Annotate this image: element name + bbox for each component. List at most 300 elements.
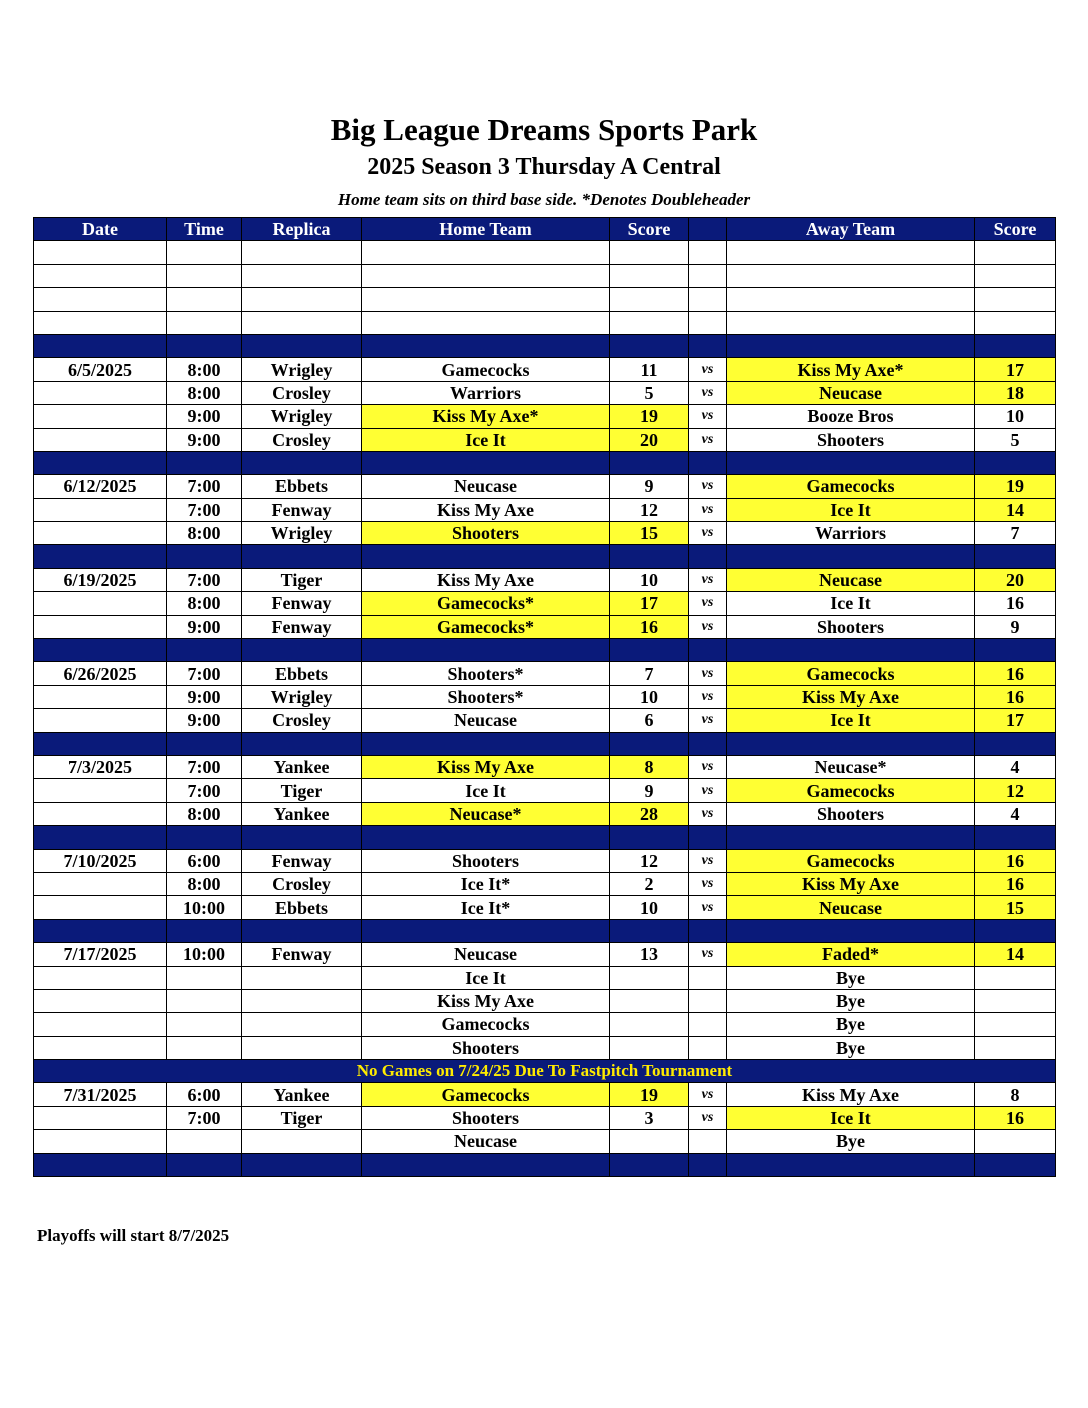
vs-cell: vs — [689, 1083, 727, 1106]
empty-cell — [362, 639, 610, 662]
empty-cell — [242, 639, 362, 662]
empty-cell — [242, 1153, 362, 1176]
time-cell — [167, 1036, 242, 1059]
empty-cell — [167, 264, 242, 287]
away-score-cell: 12 — [975, 779, 1056, 802]
page-note: Home team sits on third base side. *Denotes Doubleheader — [337, 190, 751, 209]
home-team-cell: Warriors — [362, 381, 610, 404]
away-team-cell: Ice It — [727, 709, 975, 732]
home-team-cell: Ice It — [362, 779, 610, 802]
empty-cell — [167, 288, 242, 311]
date-cell — [34, 381, 167, 404]
replica-cell: Crosley — [242, 872, 362, 895]
away-team-cell: Kiss My Axe* — [727, 358, 975, 381]
date-cell — [34, 1013, 167, 1036]
empty-cell — [689, 639, 727, 662]
away-team-cell: Neucase — [727, 896, 975, 919]
away-score-cell: 18 — [975, 381, 1056, 404]
vs-cell: vs — [689, 872, 727, 895]
blank-row — [34, 311, 1056, 334]
away-score-cell: 10 — [975, 405, 1056, 428]
col-home-team-header: Home Team — [362, 218, 610, 241]
separator-row — [34, 732, 1056, 755]
away-team-cell: Neucase — [727, 568, 975, 591]
away-team-cell: Gamecocks — [727, 662, 975, 685]
home-score-cell — [610, 989, 689, 1012]
empty-cell — [689, 264, 727, 287]
time-cell: 6:00 — [167, 849, 242, 872]
away-score-cell: 5 — [975, 428, 1056, 451]
empty-cell — [34, 826, 167, 849]
replica-cell: Yankee — [242, 755, 362, 778]
vs-cell: vs — [689, 568, 727, 591]
time-cell — [167, 1013, 242, 1036]
empty-cell — [975, 545, 1056, 568]
away-score-cell — [975, 1036, 1056, 1059]
empty-cell — [975, 288, 1056, 311]
game-row — [34, 943, 1056, 966]
empty-cell — [34, 241, 167, 264]
home-team-cell: Shooters* — [362, 685, 610, 708]
vs-cell: vs — [689, 779, 727, 802]
col-home-score-header: Score — [610, 218, 689, 241]
time-cell: 10:00 — [167, 943, 242, 966]
empty-cell — [34, 732, 167, 755]
home-team-cell: Ice It — [362, 966, 610, 989]
home-score-cell — [610, 1130, 689, 1153]
game-row — [34, 615, 1056, 638]
empty-cell — [242, 732, 362, 755]
home-score-cell — [610, 1036, 689, 1059]
time-cell: 7:00 — [167, 755, 242, 778]
date-cell — [34, 1036, 167, 1059]
home-score-cell: 7 — [610, 662, 689, 685]
replica-cell: Crosley — [242, 428, 362, 451]
game-row — [34, 475, 1056, 498]
game-row — [34, 428, 1056, 451]
date-cell: 6/19/2025 — [34, 568, 167, 591]
home-score-cell: 13 — [610, 943, 689, 966]
empty-cell — [362, 334, 610, 357]
empty-cell — [362, 288, 610, 311]
empty-cell — [689, 732, 727, 755]
replica-cell: Ebbets — [242, 662, 362, 685]
empty-cell — [727, 826, 975, 849]
home-team-cell: Gamecocks* — [362, 592, 610, 615]
game-row — [34, 849, 1056, 872]
time-cell: 9:00 — [167, 709, 242, 732]
away-team-cell: Bye — [727, 1036, 975, 1059]
away-team-cell: Kiss My Axe — [727, 872, 975, 895]
away-score-cell: 15 — [975, 896, 1056, 919]
empty-cell — [34, 451, 167, 474]
schedule-table — [33, 217, 1056, 1177]
time-cell: 6:00 — [167, 1083, 242, 1106]
away-team-cell: Bye — [727, 966, 975, 989]
away-score-cell: 16 — [975, 662, 1056, 685]
away-team-cell: Kiss My Axe — [727, 1083, 975, 1106]
away-score-cell — [975, 966, 1056, 989]
date-cell — [34, 779, 167, 802]
away-score-cell: 16 — [975, 685, 1056, 708]
empty-cell — [610, 451, 689, 474]
empty-cell — [975, 241, 1056, 264]
game-row — [34, 405, 1056, 428]
home-team-cell: Kiss My Axe — [362, 498, 610, 521]
header-row — [34, 218, 1056, 241]
empty-cell — [167, 311, 242, 334]
empty-cell — [362, 1153, 610, 1176]
game-row — [34, 802, 1056, 825]
time-cell: 8:00 — [167, 802, 242, 825]
home-score-cell: 12 — [610, 498, 689, 521]
away-score-cell: 20 — [975, 568, 1056, 591]
time-cell: 8:00 — [167, 592, 242, 615]
empty-cell — [34, 639, 167, 662]
away-team-cell: Bye — [727, 1013, 975, 1036]
game-row — [34, 358, 1056, 381]
home-team-cell: Neucase — [362, 709, 610, 732]
empty-cell — [727, 1153, 975, 1176]
vs-cell: vs — [689, 755, 727, 778]
empty-cell — [689, 311, 727, 334]
away-score-cell: 4 — [975, 755, 1056, 778]
replica-cell: Wrigley — [242, 405, 362, 428]
date-cell — [34, 1106, 167, 1129]
away-score-cell — [975, 989, 1056, 1012]
empty-cell — [242, 241, 362, 264]
time-cell: 9:00 — [167, 405, 242, 428]
vs-cell: vs — [689, 592, 727, 615]
empty-cell — [975, 732, 1056, 755]
away-score-cell — [975, 1130, 1056, 1153]
home-score-cell: 16 — [610, 615, 689, 638]
empty-cell — [362, 264, 610, 287]
empty-cell — [167, 826, 242, 849]
game-row — [34, 1036, 1056, 1059]
game-row — [34, 989, 1056, 1012]
date-cell — [34, 966, 167, 989]
date-cell — [34, 989, 167, 1012]
home-score-cell: 2 — [610, 872, 689, 895]
date-cell — [34, 1130, 167, 1153]
game-row — [34, 685, 1056, 708]
game-row — [34, 568, 1056, 591]
replica-cell: Tiger — [242, 568, 362, 591]
empty-cell — [727, 288, 975, 311]
away-team-cell: Warriors — [727, 522, 975, 545]
empty-cell — [34, 334, 167, 357]
notice-row — [34, 1060, 1056, 1083]
date-cell — [34, 709, 167, 732]
away-score-cell: 9 — [975, 615, 1056, 638]
game-row — [34, 1106, 1056, 1129]
empty-cell — [610, 919, 689, 942]
away-score-cell: 19 — [975, 475, 1056, 498]
empty-cell — [362, 826, 610, 849]
vs-cell: vs — [689, 615, 727, 638]
home-score-cell — [610, 966, 689, 989]
empty-cell — [689, 288, 727, 311]
home-team-cell: Neucase — [362, 1130, 610, 1153]
vs-cell: vs — [689, 802, 727, 825]
game-row — [34, 1013, 1056, 1036]
time-cell: 7:00 — [167, 662, 242, 685]
home-score-cell: 19 — [610, 1083, 689, 1106]
replica-cell: Yankee — [242, 802, 362, 825]
empty-cell — [242, 334, 362, 357]
game-row — [34, 755, 1056, 778]
home-team-cell: Kiss My Axe — [362, 568, 610, 591]
replica-cell: Wrigley — [242, 358, 362, 381]
separator-row — [34, 451, 1056, 474]
away-team-cell: Shooters — [727, 615, 975, 638]
vs-cell: vs — [689, 849, 727, 872]
home-score-cell: 10 — [610, 568, 689, 591]
empty-cell — [975, 334, 1056, 357]
empty-cell — [727, 732, 975, 755]
date-cell: 7/31/2025 — [34, 1083, 167, 1106]
empty-cell — [362, 241, 610, 264]
empty-cell — [727, 639, 975, 662]
empty-cell — [610, 311, 689, 334]
empty-cell — [727, 334, 975, 357]
vs-cell: vs — [689, 381, 727, 404]
date-cell: 7/10/2025 — [34, 849, 167, 872]
empty-cell — [242, 288, 362, 311]
vs-cell: vs — [689, 358, 727, 381]
away-score-cell: 14 — [975, 943, 1056, 966]
vs-cell: vs — [689, 685, 727, 708]
game-row — [34, 896, 1056, 919]
game-row — [34, 381, 1056, 404]
empty-cell — [167, 334, 242, 357]
col-date-header: Date — [34, 218, 167, 241]
time-cell: 7:00 — [167, 568, 242, 591]
empty-cell — [242, 264, 362, 287]
replica-cell: Tiger — [242, 779, 362, 802]
empty-cell — [689, 1153, 727, 1176]
vs-cell: vs — [689, 943, 727, 966]
notice-text: No Games on 7/24/25 Due To Fastpitch Tournament — [34, 1060, 1056, 1083]
separator-row — [34, 919, 1056, 942]
home-score-cell — [610, 1013, 689, 1036]
empty-cell — [610, 545, 689, 568]
home-score-cell: 3 — [610, 1106, 689, 1129]
vs-cell — [689, 1036, 727, 1059]
empty-cell — [34, 1153, 167, 1176]
replica-cell — [242, 966, 362, 989]
empty-cell — [34, 545, 167, 568]
away-score-cell: 4 — [975, 802, 1056, 825]
away-score-cell: 16 — [975, 872, 1056, 895]
vs-cell: vs — [689, 709, 727, 732]
home-score-cell: 17 — [610, 592, 689, 615]
empty-cell — [242, 826, 362, 849]
schedule-body — [34, 241, 1056, 1177]
replica-cell: Fenway — [242, 615, 362, 638]
game-row — [34, 966, 1056, 989]
empty-cell — [727, 264, 975, 287]
empty-cell — [610, 732, 689, 755]
vs-cell: vs — [689, 662, 727, 685]
home-score-cell: 10 — [610, 896, 689, 919]
game-row — [34, 779, 1056, 802]
time-cell — [167, 966, 242, 989]
empty-cell — [975, 826, 1056, 849]
vs-cell: vs — [689, 1106, 727, 1129]
vs-cell: vs — [689, 428, 727, 451]
away-score-cell: 7 — [975, 522, 1056, 545]
home-score-cell: 12 — [610, 849, 689, 872]
empty-cell — [610, 826, 689, 849]
empty-cell — [167, 241, 242, 264]
away-score-cell — [975, 1013, 1056, 1036]
separator-row — [34, 639, 1056, 662]
time-cell: 8:00 — [167, 872, 242, 895]
away-team-cell: Bye — [727, 1130, 975, 1153]
time-cell — [167, 989, 242, 1012]
date-cell: 6/26/2025 — [34, 662, 167, 685]
date-cell — [34, 498, 167, 521]
page-subtitle: 2025 Season 3 Thursday A Central — [367, 154, 721, 180]
empty-cell — [727, 311, 975, 334]
time-cell: 10:00 — [167, 896, 242, 919]
game-row — [34, 662, 1056, 685]
date-cell: 7/17/2025 — [34, 943, 167, 966]
empty-cell — [975, 311, 1056, 334]
home-team-cell: Kiss My Axe* — [362, 405, 610, 428]
game-row — [34, 522, 1056, 545]
game-row — [34, 709, 1056, 732]
away-team-cell: Kiss My Axe — [727, 685, 975, 708]
away-team-cell: Shooters — [727, 802, 975, 825]
date-cell — [34, 615, 167, 638]
empty-cell — [167, 545, 242, 568]
date-cell: 7/3/2025 — [34, 755, 167, 778]
time-cell: 7:00 — [167, 498, 242, 521]
vs-cell: vs — [689, 405, 727, 428]
vs-cell: vs — [689, 896, 727, 919]
time-cell: 9:00 — [167, 685, 242, 708]
empty-cell — [362, 311, 610, 334]
empty-cell — [975, 919, 1056, 942]
replica-cell: Ebbets — [242, 896, 362, 919]
away-team-cell: Gamecocks — [727, 779, 975, 802]
empty-cell — [727, 451, 975, 474]
game-row — [34, 1083, 1056, 1106]
empty-cell — [242, 919, 362, 942]
game-row — [34, 872, 1056, 895]
empty-cell — [975, 451, 1056, 474]
home-team-cell: Gamecocks — [362, 358, 610, 381]
date-cell — [34, 872, 167, 895]
replica-cell — [242, 1130, 362, 1153]
vs-cell: vs — [689, 475, 727, 498]
time-cell: 7:00 — [167, 779, 242, 802]
time-cell — [167, 1130, 242, 1153]
empty-cell — [975, 639, 1056, 662]
home-team-cell: Neucase* — [362, 802, 610, 825]
game-row — [34, 498, 1056, 521]
away-team-cell: Neucase* — [727, 755, 975, 778]
date-cell — [34, 428, 167, 451]
separator-row — [34, 545, 1056, 568]
replica-cell — [242, 1013, 362, 1036]
empty-cell — [689, 826, 727, 849]
home-team-cell: Gamecocks — [362, 1013, 610, 1036]
vs-cell — [689, 966, 727, 989]
empty-cell — [610, 288, 689, 311]
empty-cell — [689, 334, 727, 357]
time-cell: 8:00 — [167, 522, 242, 545]
time-cell: 7:00 — [167, 475, 242, 498]
empty-cell — [610, 264, 689, 287]
vs-cell: vs — [689, 522, 727, 545]
separator-row — [34, 1153, 1056, 1176]
date-cell — [34, 592, 167, 615]
replica-cell: Tiger — [242, 1106, 362, 1129]
replica-cell: Fenway — [242, 849, 362, 872]
replica-cell: Wrigley — [242, 685, 362, 708]
replica-cell: Fenway — [242, 498, 362, 521]
col-time-header: Time — [167, 218, 242, 241]
empty-cell — [689, 451, 727, 474]
home-score-cell: 11 — [610, 358, 689, 381]
date-cell — [34, 896, 167, 919]
home-score-cell: 9 — [610, 475, 689, 498]
replica-cell: Wrigley — [242, 522, 362, 545]
empty-cell — [362, 919, 610, 942]
empty-cell — [362, 732, 610, 755]
empty-cell — [727, 545, 975, 568]
away-score-cell: 16 — [975, 592, 1056, 615]
col-vs-header — [689, 218, 727, 241]
empty-cell — [610, 334, 689, 357]
game-row — [34, 592, 1056, 615]
replica-cell: Fenway — [242, 943, 362, 966]
home-team-cell: Kiss My Axe — [362, 989, 610, 1012]
home-score-cell: 15 — [610, 522, 689, 545]
replica-cell: Fenway — [242, 592, 362, 615]
home-score-cell: 28 — [610, 802, 689, 825]
home-team-cell: Shooters — [362, 1106, 610, 1129]
home-team-cell: Shooters — [362, 1036, 610, 1059]
empty-cell — [167, 451, 242, 474]
away-team-cell: Gamecocks — [727, 849, 975, 872]
empty-cell — [34, 311, 167, 334]
replica-cell — [242, 989, 362, 1012]
away-team-cell: Gamecocks — [727, 475, 975, 498]
home-team-cell: Shooters — [362, 522, 610, 545]
away-score-cell: 16 — [975, 849, 1056, 872]
home-team-cell: Gamecocks* — [362, 615, 610, 638]
empty-cell — [34, 264, 167, 287]
home-team-cell: Neucase — [362, 475, 610, 498]
date-cell — [34, 802, 167, 825]
away-score-cell: 8 — [975, 1083, 1056, 1106]
away-team-cell: Faded* — [727, 943, 975, 966]
vs-cell: vs — [689, 498, 727, 521]
empty-cell — [362, 451, 610, 474]
replica-cell: Crosley — [242, 381, 362, 404]
empty-cell — [167, 1153, 242, 1176]
replica-cell — [242, 1036, 362, 1059]
empty-cell — [34, 919, 167, 942]
vs-cell — [689, 1130, 727, 1153]
empty-cell — [610, 639, 689, 662]
empty-cell — [689, 241, 727, 264]
